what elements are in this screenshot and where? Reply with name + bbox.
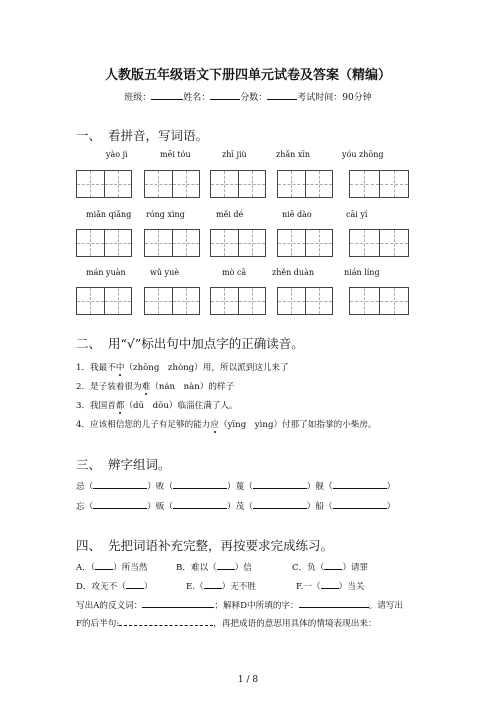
idiom-item: E.（ ）无不胜 xyxy=(186,582,256,592)
writing-grid[interactable] xyxy=(349,287,409,315)
answer-blank[interactable] xyxy=(253,500,307,509)
writing-grid[interactable] xyxy=(277,287,333,315)
pinyin: zhī jiù xyxy=(222,150,247,159)
answer-blank[interactable] xyxy=(333,480,387,489)
score-blank[interactable] xyxy=(267,90,297,100)
name-label: 姓名： xyxy=(183,93,211,103)
writing-grid[interactable] xyxy=(76,287,132,315)
answer-blank[interactable] xyxy=(142,599,214,608)
class-label: 班级： xyxy=(124,93,152,103)
answer-blank[interactable] xyxy=(93,480,147,489)
writing-grid[interactable] xyxy=(76,170,132,198)
writing-grid[interactable] xyxy=(210,229,266,257)
writing-grid[interactable] xyxy=(210,287,266,315)
pinyin: róng xìng xyxy=(146,210,185,219)
section-1-heading: 一、 看拼音，写词语。 xyxy=(76,128,209,143)
dotted-char[interactable]: 都 xyxy=(115,401,125,411)
pinyin: zhǎn xīn xyxy=(276,150,311,159)
pinyin: yào jì xyxy=(106,150,128,159)
question-line: 写出A的反义词： ；解释D中所填的字： 。请写出 xyxy=(76,601,403,611)
writing-grid[interactable] xyxy=(277,229,333,257)
writing-grid[interactable] xyxy=(144,229,200,257)
writing-grid[interactable] xyxy=(349,229,409,257)
exam-info xyxy=(0,90,496,103)
pinyin: mán yuàn xyxy=(86,268,126,277)
dotted-char[interactable]: 难 xyxy=(141,382,151,392)
answer-blank[interactable] xyxy=(173,480,227,489)
answer-blank[interactable] xyxy=(324,561,342,570)
dotted-char[interactable]: 应 xyxy=(210,420,219,430)
answer-blank[interactable] xyxy=(204,580,222,589)
writing-grid[interactable] xyxy=(210,170,266,198)
pinyin: cāi yí xyxy=(346,210,368,219)
score-label: 分数： xyxy=(240,93,268,103)
idiom-item: B．难以（ ）信 xyxy=(176,563,252,573)
idiom-item: D．攻无不（ ） xyxy=(76,582,153,592)
pinyin: niē dào xyxy=(282,210,312,219)
writing-grid[interactable] xyxy=(349,170,409,198)
answer-blank[interactable] xyxy=(321,580,339,589)
section-2-heading: 二、 用“√”标出句中加点字的正确读音。 xyxy=(76,336,304,351)
question-line: 3．我国首都（dū dōu）临淄住满了人。 xyxy=(76,401,238,411)
answer-blank[interactable] xyxy=(333,500,387,509)
answer-blank[interactable] xyxy=(126,580,144,589)
word-row: 忘（ ）贩（ ）茂（ ）船（ ） xyxy=(76,502,396,512)
page-number: 1 / 8 xyxy=(237,675,259,685)
pinyin: mēi tóu xyxy=(160,150,191,159)
answer-blank[interactable] xyxy=(299,599,369,608)
pinyin: zhěn duàn xyxy=(272,268,314,277)
answer-blank[interactable] xyxy=(93,500,147,509)
class-blank[interactable] xyxy=(151,90,183,100)
writing-grid[interactable] xyxy=(277,170,333,198)
answer-blank[interactable] xyxy=(173,500,227,509)
idiom-item: C．负（ ）请罪 xyxy=(292,563,369,573)
answer-blank[interactable] xyxy=(217,561,235,570)
pinyin: wǔ yuè xyxy=(150,268,179,277)
writing-grid[interactable] xyxy=(144,170,200,198)
idiom-item: F.一（ ）当关 xyxy=(296,582,365,592)
question-line: 2．是子装着很为难（nán nàn）的样子 xyxy=(76,382,235,392)
name-blank[interactable] xyxy=(210,90,240,100)
section-4-heading: 四、 先把词语补充完整，再按要求完成练习。 xyxy=(76,538,334,553)
pinyin: nián líng xyxy=(344,268,380,277)
pinyin: mò cā xyxy=(222,268,247,277)
question-line: F的后半句: ，再把成语的意思用具体的情境表现出来： xyxy=(76,619,377,629)
question-line: 1．我最不中（zhōng zhòng）用，所以派到这儿来了 xyxy=(76,363,289,373)
answer-blank[interactable] xyxy=(119,617,213,626)
answer-blank[interactable] xyxy=(253,480,307,489)
idiom-item: A．（ ）所当然 xyxy=(76,563,148,573)
section-3-heading: 三、 辨字组词。 xyxy=(76,457,171,472)
question-line: 4．应该相信您的儿子有足够的能力应（yīng yìng）付那了如指掌的小柴房。 xyxy=(76,420,377,430)
dotted-char[interactable]: 中 xyxy=(115,363,125,373)
pinyin: yóu zhōng xyxy=(342,150,384,159)
word-row: 忌（ ）败（ ）蔑（ ）舰（ ） xyxy=(76,482,396,492)
page-title: 人教版五年级语文下册四单元试卷及答案（精编） xyxy=(104,68,391,83)
time-label: 考试时间：90分钟 xyxy=(297,93,372,103)
writing-grid[interactable] xyxy=(76,229,132,257)
writing-grid[interactable] xyxy=(144,287,200,315)
answer-blank[interactable] xyxy=(95,561,113,570)
pinyin: měi dé xyxy=(216,210,244,219)
pinyin: miǎn qiǎng xyxy=(86,210,132,219)
